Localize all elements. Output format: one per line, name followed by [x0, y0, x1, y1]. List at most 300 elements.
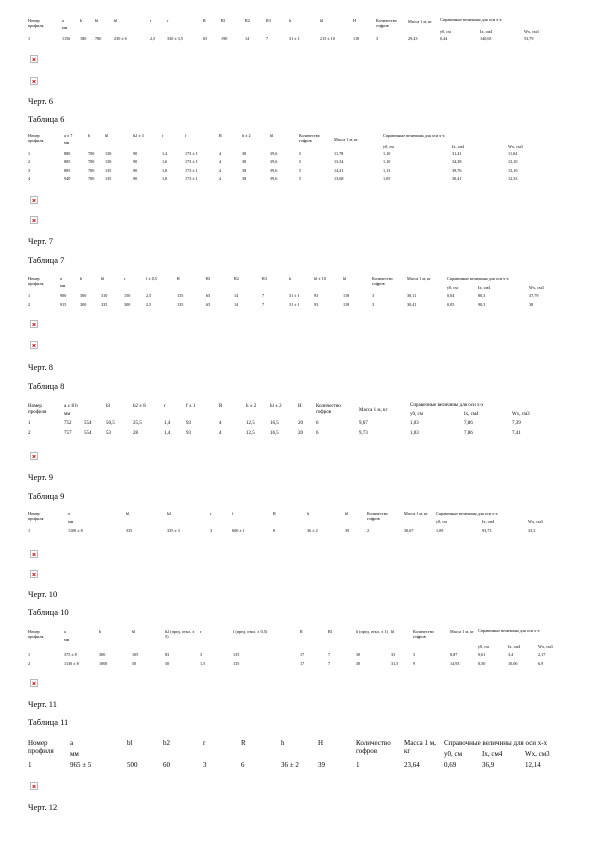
table-9-col-h: h	[307, 511, 310, 516]
table-5-cell: 215 ± 10	[320, 36, 335, 41]
table-11-col-mass: Масса 1 м, кг	[404, 739, 436, 755]
table-8-cell: 4	[219, 421, 222, 426]
table-11-cell: 965 ± 5	[70, 761, 92, 769]
table-11-cell: 36 ± 2	[281, 761, 299, 769]
table-6-cell: 13,34	[334, 159, 344, 165]
table-9-col-b2: b2	[167, 511, 172, 516]
table-10-cell: 0,50	[478, 660, 486, 666]
table-6-col-y0: y0, см	[383, 144, 394, 149]
table-9-col-reference: Справочные величины для оси x-x	[436, 511, 498, 516]
table-7-cell: 3	[372, 301, 375, 307]
table-7-cell: 150	[124, 293, 131, 298]
drawing-caption: Черт. 6	[28, 96, 54, 106]
table-10-col-b2: b2 (пред. откл. ± 5)	[165, 629, 195, 639]
table-5-col-R1: Rl	[221, 18, 225, 23]
table-6-col-b: b	[88, 133, 91, 138]
table-8-cell: 554	[84, 421, 92, 426]
table-10-col-b: b	[99, 629, 102, 634]
table-6-col-b2: b2 ± 3	[133, 133, 144, 138]
table-6-cell: 700	[88, 167, 95, 173]
table-6-cell: 885	[64, 167, 71, 173]
table-11-cell: 39	[318, 761, 325, 769]
table-6-cell: 173 ± 1	[185, 167, 198, 173]
table-6-cell: 5	[299, 176, 302, 182]
table-7-cell: 300	[80, 301, 87, 307]
table-10-col-h1: hl	[391, 629, 395, 634]
table-6-cell: 1,6	[162, 159, 168, 165]
table-7-cell: 37,79	[529, 293, 539, 298]
table-7-cell: 900	[60, 293, 67, 298]
table-8-cell: 53	[106, 430, 111, 436]
table-6-cell: 5	[299, 159, 302, 165]
table-title: Таблица 10	[28, 607, 69, 617]
table-7-col-y0: y0, см	[447, 285, 458, 290]
table-7-col-b1: bl	[101, 276, 105, 281]
table-7-col-a: a	[60, 276, 62, 281]
table-6-col-h1: hl	[270, 133, 274, 138]
table-6-cell: 135	[105, 167, 112, 173]
table-6-cell: 1,8	[162, 167, 168, 173]
table-6-cell: 1,4	[162, 151, 168, 156]
table-10-col-number: Номер профиля	[28, 629, 44, 639]
table-11-col-r: r	[203, 739, 206, 747]
table-9-col-f: f	[232, 511, 234, 516]
table-8-col-reference: Справочные величины для оси x-x	[410, 403, 484, 408]
table-11-col-reference: Справочные величины для оси x-x	[444, 739, 548, 747]
table-5-col-reference: Справочные величины для оси x-x	[440, 17, 502, 22]
table-7-cell: 135	[177, 293, 184, 298]
table-7-cell: 7	[262, 301, 265, 307]
drawing-caption: Черт. 8	[28, 362, 54, 372]
broken-image-icon	[30, 782, 38, 790]
table-6-cell: 38	[242, 167, 247, 173]
table-10-col-h: h (пред. откл. ± 1)	[356, 629, 388, 634]
table-8-col-b1: bl	[106, 404, 110, 409]
table-8-cell: 93	[186, 430, 191, 436]
table-10-cell: 33	[391, 652, 396, 657]
table-5-col-R: R	[203, 18, 206, 23]
table-10-cell: 17	[300, 660, 305, 666]
table-8-cell: 9,67	[359, 421, 368, 426]
table-8-cell: 28	[133, 430, 138, 436]
table-5-col-unit: мм	[62, 25, 68, 30]
table-10-cell: 3	[413, 652, 416, 657]
table-6-cell: 39,76	[452, 167, 462, 173]
table-5-cell: 0,44	[440, 36, 448, 41]
table-5-col-b: b	[80, 18, 83, 23]
table-10-cell: 14,93	[450, 660, 460, 666]
table-5-col-r: r	[150, 18, 152, 23]
table-7-cell: 310	[101, 293, 108, 298]
table-7-cell: 14	[234, 293, 239, 298]
table-6-cell: 4	[28, 176, 31, 182]
drawing-caption: Черт. 10	[28, 589, 58, 599]
table-5-cell: 14	[245, 36, 250, 41]
table-6-cell: 13,68	[334, 176, 344, 182]
table-11-col-R: R	[241, 739, 246, 747]
table-8-cell: 6	[316, 421, 319, 426]
table-10-col-f: f (пред. откл. ± 0,5)	[233, 629, 268, 634]
table-5-col-h1: hl	[320, 18, 324, 23]
table-6-cell: 885	[64, 159, 71, 165]
table-title: Таблица 8	[28, 381, 65, 391]
table-7-cell: 0,04	[447, 293, 455, 298]
table-6-cell: 39,6	[270, 167, 278, 173]
table-5-col-number: Номер профиля	[28, 18, 44, 28]
table-9-cell: 1,09	[436, 528, 444, 533]
table-7-cell: 7	[262, 293, 265, 298]
table-9-col-r: r	[210, 511, 212, 516]
table-7-cell: 0,05	[447, 301, 455, 307]
table-6-col-f: f	[185, 133, 187, 138]
table-7-cell: 915	[60, 301, 67, 307]
table-8-cell: 1,4	[164, 421, 171, 426]
table-6-cell: 3	[28, 167, 31, 173]
table-5-cell: 1156	[62, 36, 71, 41]
table-7-cell: 118	[343, 293, 350, 298]
table-8-cell: 16,5	[270, 430, 279, 436]
table-9-cell: 335	[126, 528, 133, 533]
table-11-col-b1: bl	[127, 739, 133, 747]
table-6-cell: 90	[133, 176, 138, 182]
table-11-cell: 6	[241, 761, 245, 769]
table-10-col-y0: y0, см	[478, 644, 489, 649]
table-6-col-h: h ± 2	[242, 133, 251, 138]
table-8-cell: 20	[298, 421, 303, 426]
table-5-cell: 780	[95, 36, 102, 41]
table-11-col-H: H	[318, 739, 324, 747]
table-6-cell: 14,41	[334, 167, 344, 173]
table-7-col-f: f ± 0,5	[146, 276, 158, 281]
table-7-col-R: R	[177, 276, 180, 281]
table-title: Таблица 6	[28, 114, 65, 124]
table-9-cell: 1100 ± 8	[68, 528, 83, 533]
table-9-col-unit: мм	[68, 519, 74, 524]
table-8-cell: 12,5	[246, 421, 255, 426]
table-8-cell: 7,86	[464, 421, 473, 426]
table-6-cell: 700	[88, 176, 95, 182]
table-7-cell: 65	[206, 293, 211, 298]
table-6-cell: 1,13	[383, 167, 391, 173]
table-title: Таблица 11	[28, 717, 69, 727]
table-8-cell: 2	[28, 430, 31, 436]
table-7-cell: 30,41	[407, 301, 417, 307]
table-8-col-H: H	[298, 404, 302, 409]
table-8-cell: 25,5	[133, 421, 142, 426]
table-9-cell: 600 ± 1	[232, 528, 245, 533]
table-8-cell: 1,03	[410, 430, 419, 436]
table-10-cell: 6,9	[538, 660, 544, 666]
broken-image-icon	[30, 196, 38, 204]
table-6-cell: 90	[133, 159, 138, 165]
table-8-col-unit: мм	[64, 412, 71, 417]
table-6-cell: 38	[242, 151, 247, 156]
table-5-col-corrugations: Количество гофров	[376, 18, 397, 28]
table-11-cell: 500	[127, 761, 138, 769]
table-8-cell: 1	[28, 421, 31, 426]
table-10-cell: 7	[328, 660, 331, 666]
table-7-col-b: b	[80, 276, 83, 281]
table-5-col-h: h	[289, 18, 292, 23]
table-8-col-ab: a ± 8 b	[64, 404, 78, 409]
table-6-cell: 173 ± 1	[185, 151, 198, 156]
table-5-cell: 3	[376, 36, 379, 41]
table-9-cell: 30,67	[404, 528, 414, 533]
table-11-cell: 1	[28, 761, 32, 769]
table-7-cell: 300	[80, 293, 87, 298]
table-11-col-number: Номер профиля	[28, 739, 54, 755]
table-7-col-number: Номер профиля	[28, 276, 44, 286]
table-6-col-reference: Справочные величины для оси x-x	[383, 133, 445, 138]
table-5-cell: 118	[353, 36, 360, 41]
table-8-cell: 554	[84, 430, 92, 436]
table-8-col-ix: Ix, см4	[464, 412, 479, 417]
table-7-cell: 30,11	[407, 293, 417, 298]
table-11-cell: 23,64	[404, 761, 420, 769]
table-10-cell: 1000	[99, 660, 108, 666]
table-6-col-b1: bl	[105, 133, 109, 138]
table-9-cell: 36 ± 2	[307, 528, 318, 533]
table-7-col-h1-tol: hl ± 10	[314, 276, 326, 281]
table-6-cell: 39,6	[270, 151, 278, 156]
table-10-cell: 30	[356, 660, 361, 666]
table-6-cell: 11,04	[508, 151, 518, 156]
table-10-col-R1: Rl	[328, 629, 332, 634]
table-title: Таблица 9	[28, 491, 65, 501]
table-6-cell: 940	[64, 176, 71, 182]
table-10-cell: 135	[233, 660, 240, 666]
table-6-cell: 4	[219, 176, 222, 182]
table-5-col-a: a	[62, 18, 64, 23]
table-7-cell: 300	[124, 301, 131, 307]
table-5-col-R3: R3	[266, 18, 271, 23]
table-7-cell: 2	[28, 301, 31, 307]
table-5-cell: 140,65	[480, 36, 492, 41]
table-11-col-h: h	[281, 739, 285, 747]
table-9-cell: 8	[273, 528, 276, 533]
table-11-cell: 1	[356, 761, 360, 769]
table-10-col-a: a	[64, 629, 66, 634]
broken-image-icon	[30, 77, 38, 85]
table-10-cell: 30	[356, 652, 361, 657]
table-10-cell: 8,87	[450, 652, 458, 657]
table-9-col-corrugations: Количество гофров	[367, 511, 388, 521]
table-7-cell: 2,5	[146, 301, 152, 307]
table-6-cell: 38	[242, 176, 247, 182]
table-8-col-h1: hl ± 2	[270, 404, 282, 409]
table-9-col-a: a	[68, 511, 70, 516]
table-9-cell: 3	[210, 528, 213, 533]
table-6-cell: 13,10	[508, 167, 518, 173]
broken-image-icon	[30, 452, 38, 460]
table-10-col-corrugations: Количество гофров	[413, 629, 434, 639]
table-7-col-R3: R3	[262, 276, 267, 281]
table-10-cell: 0,61	[478, 652, 486, 657]
table-7-col-corrugations: Количество гофров	[372, 276, 393, 286]
table-7-col-R1: Rl	[206, 276, 210, 281]
table-9-cell: 39	[345, 528, 350, 533]
table-9-col-mass: Масса 1 м, кг	[404, 511, 428, 516]
table-11-col-y0: y0, см	[444, 750, 463, 758]
table-8-cell: 4	[219, 430, 222, 436]
table-9-col-number: Номер профиля	[28, 511, 44, 521]
table-title: Таблица 7	[28, 255, 65, 265]
table-11-col-wx: Wx, см3	[525, 750, 550, 758]
table-9-cell: 2	[367, 528, 370, 533]
table-11-col-ix: Ix, см4	[482, 750, 503, 758]
table-8-cell: 6	[316, 430, 319, 436]
table-7-cell: 80,3	[478, 293, 486, 298]
drawing-caption: Черт. 7	[28, 236, 54, 246]
table-7-col-mass: Масса 1 м, кг	[407, 276, 431, 281]
table-8-cell: 1,03	[410, 421, 419, 426]
table-10-cell: 1	[28, 652, 31, 657]
table-6-cell: 12,33	[508, 176, 518, 182]
table-10-cell: 105	[132, 652, 139, 657]
table-8-col-b2: b2 ± 8	[133, 404, 146, 409]
table-6-cell: 4	[219, 167, 222, 173]
table-10-cell: 31,5	[391, 660, 399, 666]
table-8-col-corrugations: Количество гофров	[316, 404, 341, 415]
table-6-cell: 90	[133, 151, 138, 156]
table-10-cell: 50	[132, 660, 137, 666]
table-6-cell: 700	[88, 159, 95, 165]
table-7-cell: 31 ± 1	[289, 293, 300, 298]
table-7-cell: 118	[343, 301, 350, 307]
table-11-cell: 0,69	[444, 761, 457, 769]
table-10-cell: 375 ± 8	[64, 652, 77, 657]
table-10-col-ix: Ix, см4	[508, 644, 521, 649]
table-5-cell: 1	[28, 36, 31, 41]
table-7-cell: 335	[101, 301, 108, 307]
table-8-cell: 1,4	[164, 430, 171, 436]
table-6-col-a: a ± 7	[64, 133, 73, 138]
table-7-cell: 14	[234, 301, 239, 307]
table-8-col-h: h ± 2	[246, 404, 257, 409]
table-10-col-r: r	[200, 629, 202, 634]
table-5-col-b1: bl	[95, 18, 99, 23]
drawing-caption: Черт. 12	[28, 802, 58, 812]
table-5-cell: 65	[203, 36, 208, 41]
table-8-cell: 7,39	[512, 421, 521, 426]
table-8-cell: 757	[64, 430, 72, 436]
table-11-col-corrugations: Количество гофров	[356, 739, 391, 755]
table-9-col-ix: Ix, см4	[482, 519, 495, 524]
broken-image-icon	[30, 216, 38, 224]
table-6-cell: 34,38	[452, 159, 462, 165]
table-9-col-y0: y0, см	[436, 519, 447, 524]
drawing-caption: Черт. 9	[28, 472, 54, 482]
table-10-cell: 17	[300, 652, 305, 657]
table-6-cell: 4	[219, 159, 222, 165]
table-6-cell: 2	[28, 159, 31, 165]
table-6-cell: 173 ± 1	[185, 176, 198, 182]
table-10-col-R: R	[300, 629, 303, 634]
table-9-cell: 335 ± 3	[167, 528, 180, 533]
table-5-cell: 2,5	[150, 36, 156, 41]
table-5-cell: 7	[266, 36, 269, 41]
table-7-col-wx: Wx, см3	[529, 285, 544, 290]
table-6-cell: 1,8	[162, 176, 168, 182]
table-6-col-ix: Ix, см4	[452, 144, 465, 149]
table-10-col-mass: Масса 1 м, кг	[450, 629, 474, 634]
broken-image-icon	[30, 341, 38, 349]
table-8-cell: 20	[298, 430, 303, 436]
table-10-cell: 1,5	[200, 660, 206, 666]
table-8-cell: 752	[64, 421, 72, 426]
table-7-cell: 93	[314, 293, 319, 298]
table-5-col-b1b: bl	[114, 18, 118, 23]
table-7-col-h1: hl	[343, 276, 347, 281]
table-6-cell: 4	[219, 151, 222, 156]
table-6-cell: 5	[299, 151, 302, 156]
table-8-cell: 93	[186, 421, 191, 426]
table-5-cell: 53,79	[524, 36, 534, 41]
table-9-col-b1: bl	[126, 511, 130, 516]
table-5-col-wx: Wx, см3	[524, 29, 539, 34]
table-7-cell: 31 ± 1	[289, 301, 300, 307]
table-6-cell: 38	[242, 159, 247, 165]
table-10-cell: 10,06	[508, 660, 518, 666]
table-8-col-y0: y0, см	[410, 412, 423, 417]
broken-image-icon	[30, 320, 38, 328]
table-11-col-b2: b2	[163, 739, 170, 747]
table-10-cell: 30	[165, 660, 170, 666]
table-5-cell: 29,43	[408, 36, 418, 41]
table-9-cell: 93,73	[482, 528, 492, 533]
table-8-cell: 12,5	[246, 430, 255, 436]
table-7-cell: 90,3	[478, 301, 486, 307]
table-10-col-b1: bl	[132, 629, 136, 634]
table-9-col-R: R	[273, 511, 276, 516]
table-8-col-f: f ± 1	[186, 404, 196, 409]
broken-image-icon	[30, 570, 38, 578]
table-6-cell: 130	[105, 159, 112, 165]
table-7-cell: 135	[177, 301, 184, 307]
table-9-cell: 33,3	[528, 528, 536, 533]
table-10-cell: 3,4	[508, 652, 514, 657]
table-10-cell: 1130 ± 8	[64, 660, 79, 666]
table-6-cell: 39,6	[270, 159, 278, 165]
table-10-cell: 300	[99, 652, 106, 657]
table-5-cell: 31 ± 1	[289, 36, 300, 41]
table-6-cell: 90	[133, 167, 138, 173]
table-11-cell: 60	[163, 761, 170, 769]
table-7-cell: 38	[529, 301, 534, 307]
table-6-cell: 1	[28, 151, 31, 156]
table-6-cell: 39,6	[270, 176, 278, 182]
table-6-col-mass: Масса 1 м, кг	[334, 137, 358, 142]
table-5-col-y0: y0, см	[440, 29, 451, 34]
table-5-col-ix: Ix, см4	[480, 29, 493, 34]
table-6-cell: 173 ± 1	[185, 159, 198, 165]
table-7-col-r: r	[124, 276, 126, 281]
table-8-cell: 7,86	[464, 430, 473, 436]
table-6-cell: 13,10	[508, 159, 518, 165]
table-7-cell: 1	[28, 293, 31, 298]
table-6-cell: 700	[88, 151, 95, 156]
table-6-col-number: Номер профиля	[28, 133, 44, 143]
table-10-cell: 2,17	[538, 652, 546, 657]
table-5-col-H: H	[353, 18, 357, 23]
table-5-col-R2: R2	[245, 18, 250, 23]
table-8-col-mass: Масса 1 м, кг	[359, 408, 388, 413]
table-6-cell: 11,78	[334, 151, 344, 156]
table-6-col-unit: мм	[64, 140, 70, 145]
broken-image-icon	[30, 55, 38, 63]
table-8-col-r: r	[164, 404, 166, 409]
table-6-cell: 130	[105, 151, 112, 156]
